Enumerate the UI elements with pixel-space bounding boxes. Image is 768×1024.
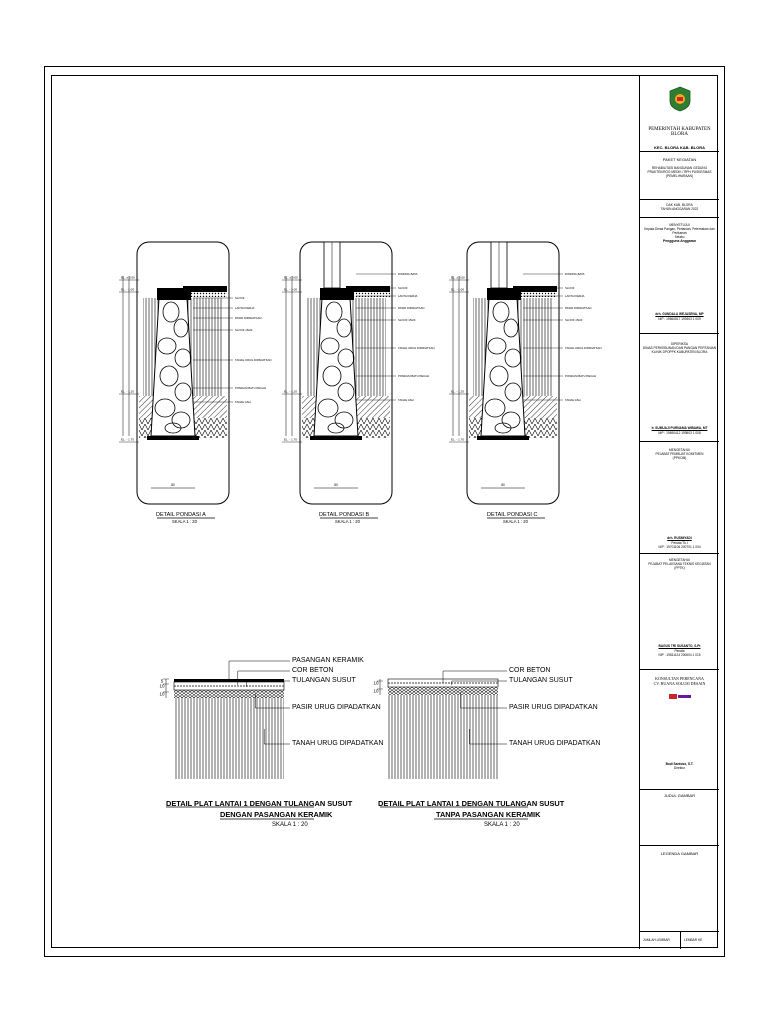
signer3-role: Penata Tk.I xyxy=(671,541,688,545)
elevation-label: EL. ± 0.00 xyxy=(121,275,135,280)
consultant-signer: Budi Santoso, S.T. xyxy=(665,762,694,766)
legend-section xyxy=(640,846,719,932)
dimension-value: 5 xyxy=(160,678,164,684)
funding-section xyxy=(640,200,719,218)
floor-slab xyxy=(513,286,557,292)
floor1-caption-line1: DETAIL PLAT LANTAI 1 DENGAN TULANGAN SUSUT xyxy=(166,799,353,808)
component-label: SLOOF xyxy=(235,296,245,300)
activity-line: (PEMELIHARAAN) xyxy=(665,174,694,178)
floor2-label-tanah: TANAH URUG DIPADATKAN xyxy=(509,740,601,747)
foundation-c-scale: SKALA 1 : 20 xyxy=(503,519,528,524)
component-label: TANAH ASLI xyxy=(235,400,251,404)
consultant-stamp-icon xyxy=(669,694,691,699)
known1-section xyxy=(640,442,719,554)
approved-line: Selaku xyxy=(674,235,685,239)
elevation-label: EL. - 1.70 xyxy=(284,437,298,442)
signer3-name: drh. RUSMIYADI xyxy=(667,536,692,540)
elevation-label: EL. - 1.70 xyxy=(451,437,465,442)
floor1-label-cor: COR BETON xyxy=(292,667,334,674)
foundation-b-scale: SKALA 1 : 20 xyxy=(335,519,360,524)
component-label: PASIR DIPADATKAN xyxy=(235,316,262,320)
component-label: PONDASI BATU PECAH xyxy=(235,386,267,390)
sheet-count-label: JUMLAH LEMBAR xyxy=(643,938,670,942)
signer4-role: Penata xyxy=(674,649,685,653)
drawing-frame xyxy=(51,75,718,948)
floor-slab xyxy=(346,286,390,292)
signer2-nip: NIP : 19690412 199803 1 008 xyxy=(658,431,701,435)
foundation-b-caption: DETAIL PONDASI B xyxy=(319,512,370,518)
component-label: DINDING BATA xyxy=(565,272,585,276)
floor2-scale: SKALA 1 : 20 xyxy=(484,822,520,828)
approved-line: Pengguna Anggaran xyxy=(662,239,697,243)
component-label: SLOOF xyxy=(398,286,408,290)
elevation-label: EL. ± 0.00 xyxy=(284,275,298,280)
elevation-label: EL. - 1.00 xyxy=(451,287,465,292)
elevation-label: EL. - 1.20 xyxy=(121,389,135,394)
foundation-detail-a xyxy=(119,242,272,518)
floor1-caption-line2: DENGAN PASANGAN KERAMIK xyxy=(220,810,333,819)
floor-detail-2 xyxy=(373,671,528,819)
consultant-section xyxy=(640,670,719,790)
checked-label: DIPERIKSA xyxy=(670,342,688,346)
checked-line: DINAS PERKEBUNAN DAN PANGAN PERTANIAN xyxy=(642,346,717,350)
approved-label: MENYETUJUI xyxy=(669,223,690,227)
component-label: SLOOF 15/20 xyxy=(235,328,253,332)
known1-line: PEJABAT PEMBUAT KOMITMEN xyxy=(655,452,704,456)
elevation-label: EL. - 1.70 xyxy=(121,437,135,442)
signer1-name: drh. GUNDALA WEJASENA, MP xyxy=(655,312,704,316)
signer4-name: BAGUS TRI SUSANTO, S.Pt xyxy=(658,644,701,648)
approval-section xyxy=(640,218,719,334)
activity-line: REHABILITASI BANGUNAN GEDUNG xyxy=(651,166,708,170)
component-label: LANTAI KERJA xyxy=(235,306,255,310)
known2-label: MENGETAHUI xyxy=(668,558,690,562)
activity-line: PRAKTEK/ROG MEDIK / RPH PUSKESMAS xyxy=(647,170,712,174)
checked-section xyxy=(640,334,719,442)
title-block-header xyxy=(640,76,719,152)
dimension-value: 10 xyxy=(159,683,165,689)
width-label: 80 xyxy=(334,483,338,487)
dimension-value: 10 xyxy=(373,688,379,694)
lean-concrete xyxy=(147,436,199,440)
foundation-a-caption: DETAIL PONDASI A xyxy=(156,512,206,518)
consultant-role: Direktur xyxy=(673,766,686,770)
component-label: DINDING BATA xyxy=(398,272,418,276)
component-label: SLOOF 15/20 xyxy=(565,318,583,322)
activity-header: PAKET KEGIATAN xyxy=(662,157,697,162)
signer4-nip: NIP : 19811124 200604 1 015 xyxy=(658,653,701,657)
floor1-scale: SKALA 1 : 20 xyxy=(272,822,308,828)
elevation-label: EL. - 1.20 xyxy=(451,389,465,394)
sheet-no-label: LEMBAR KE xyxy=(684,938,703,942)
consultant-name: CV. BUANA SOLUSI DESAIN xyxy=(653,681,706,686)
component-label: TANAH ASLI xyxy=(565,398,581,402)
drawing-sheet xyxy=(44,66,725,957)
floor2-caption-line2: TANPA PASANGAN KERAMIK xyxy=(436,810,541,819)
component-label: TANAH ASLI xyxy=(398,398,414,402)
elevation-label: EL. ± 0.00 xyxy=(451,275,465,280)
compacted-backfill xyxy=(174,698,284,779)
drawing-title-section xyxy=(640,790,719,846)
lean-concrete xyxy=(310,436,362,440)
floor2-label-pasir: PASIR URUG DIPADATKAN xyxy=(509,704,598,711)
funding-line: DAK KAB. BLORA xyxy=(666,203,693,207)
label-leader xyxy=(229,661,290,680)
foundation-a-scale: SKALA 1 : 20 xyxy=(172,519,197,524)
activity-section xyxy=(640,152,719,200)
drawing-title-label: JUDUL GAMBAR xyxy=(663,793,696,798)
component-label: LANTAI KERJA xyxy=(398,294,418,298)
foundation-detail-c xyxy=(449,242,602,518)
signer3-nip: NIP : 19701106 200701 1 004 xyxy=(658,545,701,549)
component-label: PONDASI BATU PECAH xyxy=(398,374,430,378)
dimension-value: 10 xyxy=(373,680,379,686)
width-label: 80 xyxy=(501,483,505,487)
signer1-nip: NIP : 19660817 199303 1 009 xyxy=(658,317,701,321)
foundation-detail-b xyxy=(282,242,435,518)
component-label: TANAH URUG DIPADATKAN xyxy=(235,358,272,362)
checked-line: KLINIK DPOPPK KABUPATEN BLORA xyxy=(651,350,708,354)
known1-label: MENGETAHUI xyxy=(668,448,690,452)
floor2-caption-line1: DETAIL PLAT LANTAI 1 DENGAN TULANGAN SUSUT xyxy=(378,799,565,808)
approved-line: Perikanan xyxy=(672,231,687,235)
known2-section xyxy=(640,554,719,670)
floor2-label-cor: COR BETON xyxy=(509,667,551,674)
funding-line: TAHUN ANGGARAN 2022 xyxy=(660,207,699,211)
elevation-label: EL. - 1.00 xyxy=(121,287,135,292)
component-label: SLOOF 15/20 xyxy=(398,318,416,322)
sand-layer xyxy=(346,292,390,297)
known2-line: (PPTK) xyxy=(674,566,685,570)
compacted-sand-layer xyxy=(174,690,284,698)
floor1-label-tanah: TANAH URUG DIPADATKAN xyxy=(292,740,384,747)
width-label: 80 xyxy=(171,483,175,487)
location-name: KEC. BLORA KAB. BLORA xyxy=(654,145,705,150)
floor2-label-tulangan: TULANGAN SUSUT xyxy=(509,677,573,684)
component-label: TANAH URUG DIPADATKAN xyxy=(565,346,602,350)
lean-concrete xyxy=(477,436,529,440)
component-label: PASIR DIPADATKAN xyxy=(398,306,425,310)
elevation-label: EL. - 1.20 xyxy=(284,389,298,394)
component-label: PASIR DIPADATKAN xyxy=(565,306,592,310)
authority-name: PEMERINTAH KABUPATEN BLORA xyxy=(648,127,711,137)
floor-slab xyxy=(183,286,227,292)
component-label: TANAH URUG DIPADATKAN xyxy=(398,346,435,350)
signer2-name: Ir. SUMUAJI PURNAMA WIBAWA, MT xyxy=(651,426,708,430)
legend-label: LEGENDA GAMBAR xyxy=(660,851,699,856)
floor1-label-tulangan: TULANGAN SUSUT xyxy=(292,677,356,684)
foundation-c-caption: DETAIL PONDASI C xyxy=(487,512,538,518)
elevation-label: EL. - 1.00 xyxy=(284,287,298,292)
known1-line: (PPKOM) xyxy=(672,456,687,460)
kabupaten-logo-icon xyxy=(669,86,691,112)
floor1-label-keramik: PASANGAN KERAMIK xyxy=(292,657,364,664)
title-block xyxy=(639,76,719,949)
sand-layer xyxy=(183,292,227,297)
sand-layer xyxy=(513,292,557,297)
approved-line: Kepala Dinas Pangan, Pertanian, Peternakan dan xyxy=(644,227,715,231)
component-label: PONDASI BATU PECAH xyxy=(565,374,597,378)
compacted-sand-layer xyxy=(388,687,498,695)
consultant-label: KONSULTAN PERENCANA xyxy=(655,676,704,681)
dimension-value: 10 xyxy=(159,691,165,697)
component-label: SLOOF xyxy=(565,286,575,290)
floor1-label-pasir: PASIR URUG DIPADATKAN xyxy=(292,704,381,711)
component-label: LANTAI KERJA xyxy=(565,294,585,298)
known2-line: PEJABAT PELAKSANA TEKNIS KEGIATAN xyxy=(648,562,711,566)
compacted-backfill xyxy=(388,695,498,779)
sheet-number-section xyxy=(640,932,719,949)
floor-detail-1 xyxy=(159,661,314,819)
